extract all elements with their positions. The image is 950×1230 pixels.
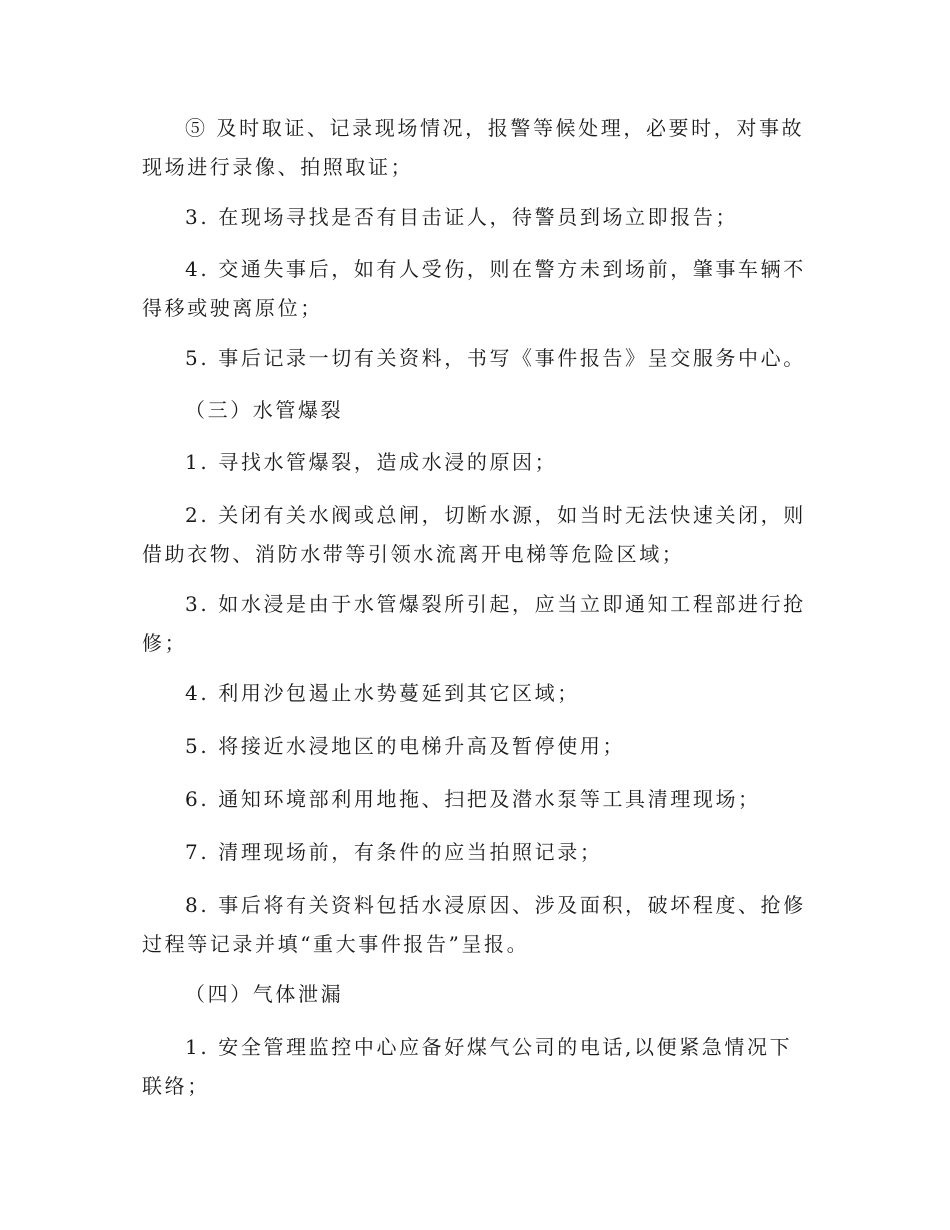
paragraph-cleanup: 6. 通知环境部利用地拖、扫把及潜水泵等工具清理现场； [185, 787, 761, 811]
paragraph-sandbags: 4. 利用沙包遏止水势蔓延到其它区域； [185, 681, 580, 705]
paragraph-notify-engineering: 3. 如水浸是由于水管爆裂所引起，应当立即通知工程部进行抢修； [142, 592, 806, 655]
paragraph-evidence-collection: ⑤ 及时取证、记录现场情况，报警等候处理，必要时，对事故现场进行录像、拍照取证； [142, 116, 805, 179]
section-heading-gas-leak: （四）气体泄漏 [185, 982, 344, 1006]
section-heading-water-pipe-burst: （三）水管爆裂 [185, 398, 344, 422]
paragraph-injury-vehicle: 4. 交通失事后，如有人受伤，则在警方未到场前，肇事车辆不得移或驶离原位； [142, 257, 806, 320]
paragraph-close-valve: 2. 关闭有关水阀或总闸，切断水源，如当时无法快速关闭，则借助衣物、消防水带等引领水流离开电梯等危险区域； [142, 503, 806, 566]
paragraph-photo-record: 7. 清理现场前，有条件的应当拍照记录； [185, 840, 603, 864]
paragraph-elevator: 5. 将接近水浸地区的电梯升高及暂停使用； [185, 734, 626, 758]
paragraph-gas-company-phone: 1. 安全管理监控中心应备好煤气公司的电话,以便紧急情况下联络； [142, 1035, 793, 1098]
paragraph-incident-report: 5. 事后记录一切有关资料，书写《事件报告》呈交服务中心。 [185, 346, 806, 370]
paragraph-major-incident-report: 8. 事后将有关资料包括水浸原因、涉及面积，破坏程度、抢修过程等记录并填“重大事件报告”呈报。 [142, 893, 806, 956]
paragraph-find-cause: 1. 寻找水管爆裂，造成水浸的原因； [185, 450, 558, 474]
paragraph-find-witness: 3. 在现场寻找是否有目击证人，待警员到场立即报告； [185, 205, 739, 229]
